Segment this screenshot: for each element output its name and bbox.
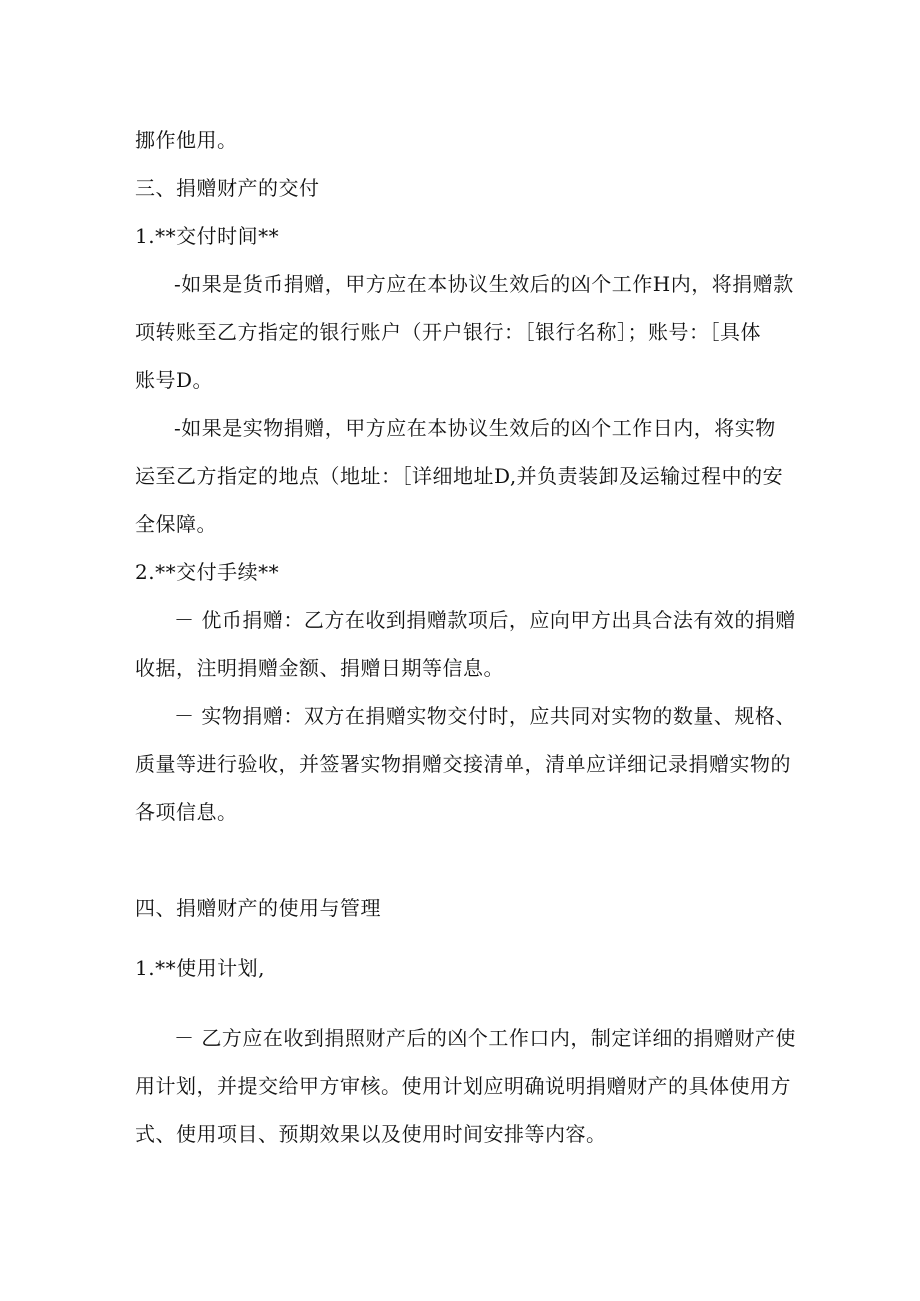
- paragraph-continuation: 挪作他用。: [135, 128, 238, 152]
- clause-use-plan-line-1: － 乙方应在收到捐照财产后的凶个工作口内，制定详细的捐赠财产使: [174, 1026, 796, 1050]
- subheading-delivery-procedure: 2.**交付手续**: [135, 560, 280, 584]
- subheading-delivery-time: 1.**交付时间**: [135, 224, 280, 248]
- clause-physical-line-3: 全保障。: [135, 512, 217, 536]
- clause-currency-line-2: 项转账至乙方指定的银行账户（开户银行：［银行名称］；账号：［具体: [135, 320, 761, 344]
- clause-use-plan-line-2: 用计划，并提交给甲方审核。使用计划应明确说明捐赠财产的具体使用方: [135, 1074, 791, 1098]
- clause-physical-line-1: -如果是实物捐赠，甲方应在本协议生效后的凶个工作日内，将实物: [174, 416, 776, 440]
- clause-inspection-line-2: 质量等进行验收，并签署实物捐赠交接清单，清单应详细记录捐赠实物的: [135, 752, 791, 776]
- clause-currency-line-3: 账号D。: [135, 368, 214, 392]
- section-heading-use-management: 四、捐赠财产的使用与管理: [135, 896, 381, 920]
- subheading-use-plan: 1.**使用计划,: [135, 956, 265, 980]
- clause-inspection-line-1: － 实物捐赠：双方在捐赠实物交付时，应共同对实物的数量、规格、: [174, 704, 796, 728]
- clause-currency-receipt-line-1: － 优币捐赠：乙方在收到捐赠款项后，应向甲方出具合法有效的捐赠: [174, 608, 796, 632]
- clause-physical-line-2: 运至乙方指定的地点（地址：［详细地址D,并负责装卸及运输过程中的安: [135, 464, 784, 488]
- clause-currency-receipt-line-2: 收据，注明捐赠金额、捐赠日期等信息。: [135, 656, 504, 680]
- clause-inspection-line-3: 各项信息。: [135, 800, 238, 824]
- clause-use-plan-line-3: 式、使用项目、预期效果以及使用时间安排等内容。: [135, 1122, 607, 1146]
- section-heading-delivery: 三、捐赠财产的交付: [135, 176, 320, 200]
- clause-currency-line-1: -如果是货币捐赠，甲方应在本协议生效后的凶个工作H内，将捐赠款: [174, 272, 794, 296]
